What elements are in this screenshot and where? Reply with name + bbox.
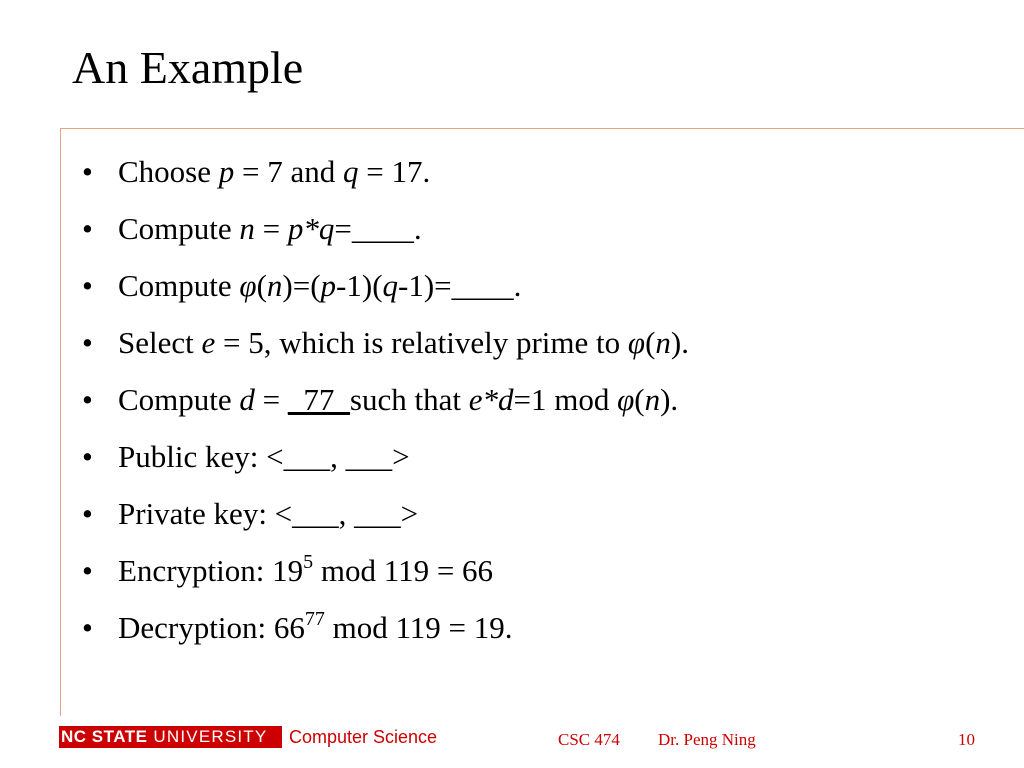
- bullet-text: Compute: [118, 211, 240, 246]
- bullet-glyph: •: [82, 382, 93, 417]
- variable-n: n: [239, 211, 255, 246]
- footer-course: CSC 474: [558, 730, 620, 749]
- bullet-glyph: •: [82, 553, 93, 588]
- bullet-glyph: •: [82, 610, 93, 645]
- variable-q: q: [318, 211, 335, 246]
- bullet-text: ).: [660, 382, 679, 417]
- bullet-select-e: [82, 314, 689, 371]
- page-number: 10: [958, 730, 975, 749]
- exponent: 5: [303, 550, 314, 573]
- bullet-text: *: [303, 211, 319, 246]
- bullet-text: -1)(: [336, 268, 383, 303]
- footer-author: Dr. Peng Ning: [658, 730, 756, 749]
- bullet-text: =1 mod: [513, 382, 618, 417]
- bullet-text: )=(: [282, 268, 321, 303]
- bullet-text: Compute: [118, 382, 240, 417]
- bullet-text: Select: [118, 325, 202, 360]
- slide-title: An Example: [72, 42, 304, 93]
- bullet-choose-primes: [82, 143, 689, 200]
- bullet-text: = 7 and: [234, 154, 343, 189]
- left-divider: [60, 128, 61, 716]
- bullet-text: ).: [670, 325, 689, 360]
- ncsu-logo: [59, 726, 282, 748]
- bullet-compute-d: [82, 371, 689, 428]
- logo-nc-state: NC STATE: [61, 727, 148, 746]
- variable-p: p: [320, 268, 337, 303]
- bullet-text: Decryption: 66: [118, 610, 305, 645]
- bullet-decryption: [82, 599, 689, 656]
- footer-department: Computer Science: [289, 727, 438, 747]
- bullet-text: (: [645, 325, 656, 360]
- bullet-text: =____.: [334, 211, 422, 246]
- exponent: 77: [304, 607, 325, 630]
- variable-q: q: [382, 268, 399, 303]
- phi-symbol: φ: [627, 325, 646, 360]
- bullet-text: Private key: <___, ___>: [118, 496, 419, 531]
- bullet-text: Compute: [118, 268, 240, 303]
- answer-d: _77_: [287, 382, 350, 417]
- phi-symbol: φ: [617, 382, 635, 417]
- bullet-text: Encryption: 19: [118, 553, 304, 588]
- bullet-glyph: •: [82, 325, 93, 360]
- variable-n: n: [266, 268, 283, 303]
- bullet-text: =: [254, 211, 288, 246]
- bullet-list: [82, 143, 689, 656]
- bullet-glyph: •: [82, 211, 93, 246]
- bullet-public-key: [82, 428, 689, 485]
- bullet-glyph: •: [82, 496, 93, 531]
- variable-n: n: [644, 382, 661, 417]
- bullet-compute-phi: [82, 257, 689, 314]
- variable-p: p: [287, 211, 304, 246]
- bullet-glyph: •: [82, 268, 93, 303]
- bullet-text: Choose: [118, 154, 219, 189]
- bullet-text: (: [256, 268, 267, 303]
- phi-symbol: φ: [239, 268, 257, 303]
- bullet-text: =: [254, 382, 288, 417]
- bullet-text: = 5, which is relatively prime to: [215, 325, 628, 360]
- variable-d: d: [497, 382, 514, 417]
- logo-university: UNIVERSITY: [147, 727, 268, 746]
- bullet-text: mod 119 = 19.: [324, 610, 513, 645]
- bullet-text: mod 119 = 66: [313, 553, 494, 588]
- bullet-encryption: [82, 542, 689, 599]
- bullet-text: Public key: <___, ___>: [118, 439, 410, 474]
- variable-n: n: [655, 325, 671, 360]
- variable-e: e: [468, 382, 483, 417]
- variable-q: q: [343, 154, 359, 189]
- bullet-text: -1)=____.: [398, 268, 522, 303]
- bullet-text: (: [634, 382, 645, 417]
- variable-d: d: [239, 382, 255, 417]
- top-divider: [60, 128, 1024, 129]
- bullet-text: *: [482, 382, 498, 417]
- bullet-text: = 17.: [358, 154, 431, 189]
- variable-p: p: [218, 154, 235, 189]
- variable-e: e: [201, 325, 216, 360]
- bullet-compute-n: [82, 200, 689, 257]
- bullet-glyph: •: [82, 439, 93, 474]
- bullet-glyph: •: [82, 154, 93, 189]
- bullet-private-key: [82, 485, 689, 542]
- bullet-text: such that: [349, 382, 469, 417]
